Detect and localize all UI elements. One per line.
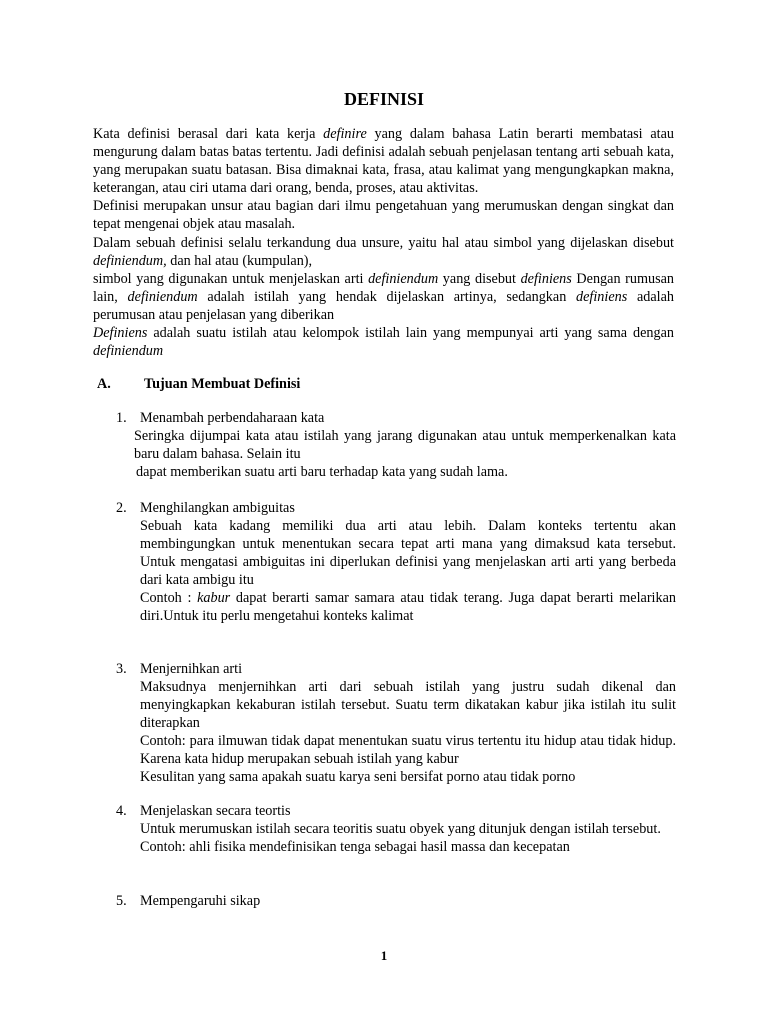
intro-paragraph-3	[93, 234, 674, 270]
list-item-number: 2.	[116, 500, 127, 516]
intro-text: yang disebut	[438, 270, 521, 287]
list-item-text: Maksudnya menjernihkan arti dari sebuah istilah yang justru sudah dikenal dan menyingkapkan kekaburan istilah tersebut. Suatu term dikatakan kabur jika istilah itu sulit diterapkan	[140, 679, 676, 731]
intro-text: adalah istilah yang hendak dijelaskan artinya, sedangkan	[197, 288, 577, 305]
list-item-title: Menghilangkan ambiguitas	[140, 500, 295, 516]
list-item-title-row	[116, 409, 676, 427]
intro-text: adalah perumusan atau penjelasan yang diberikan	[93, 288, 674, 323]
list-item-title: Menjernihkan arti	[140, 661, 243, 677]
page-number: 1	[380, 948, 388, 963]
intro-text: dan hal atau (kumpulan),	[166, 252, 313, 269]
list-item-text: Contoh: ahli fisika mendefinisikan tenga sebagai hasil massa dan kecepatan	[140, 839, 570, 855]
intro-text: adalah suatu istilah atau kelompok istilah lain yang mempunyai arti yang sama dengan	[147, 325, 674, 342]
intro-term: definiens	[520, 270, 572, 287]
intro-text: Dalam sebuah definisi selalu terkandung dua unsure, yaitu hal atau simbol yang dijelaskan disebut	[93, 234, 674, 251]
list-item-title-row	[116, 892, 676, 910]
list-item	[116, 802, 676, 856]
list-item	[116, 409, 676, 481]
list-item-number: 1.	[116, 410, 127, 426]
list-item-text: Untuk merumuskan istilah secara teoritis suatu obyek yang ditunjuk dengan istilah tersebut.	[140, 821, 661, 837]
list-item-number: 3.	[116, 661, 127, 677]
list-item-title-row	[116, 802, 676, 820]
list-item-number: 5.	[116, 893, 127, 909]
intro-term: definiens	[576, 288, 628, 305]
section-letter: A.	[97, 376, 111, 392]
list-item	[116, 892, 676, 910]
intro-paragraph-1	[93, 125, 674, 197]
intro-section	[93, 125, 674, 360]
intro-paragraph-5	[93, 324, 674, 360]
list-item-text: Seringka dijumpai kata atau istilah yang jarang digunakan atau untuk memperkenalkan kata baru dalam bahasa. Selain itu	[134, 428, 676, 462]
list-item	[116, 660, 676, 786]
list-item-text: Kesulitan yang sama apakah suatu karya seni bersifat porno atau tidak porno	[140, 769, 576, 785]
intro-term: definiendum	[368, 270, 439, 287]
intro-term: definiendum,	[93, 252, 167, 269]
example-term: kabur	[197, 590, 231, 606]
example-text: Contoh : kabur dapat berarti samar samara atau tidak terang. Juga dapat berarti melarikan diri.Untuk itu perlu mengetahui konteks kalimat	[140, 590, 676, 624]
page-title: DEFINISI	[343, 89, 425, 109]
intro-term: definiendum	[93, 343, 164, 360]
section-title: Tujuan Membuat Definisi	[144, 376, 301, 392]
intro-term: definire	[323, 126, 367, 142]
list-item-title-row	[116, 660, 676, 678]
intro-text: Kata definisi berasal dari kata kerja	[93, 126, 324, 142]
intro-term: definiendum	[127, 288, 198, 305]
intro-text: Dengan rumusan lain,	[93, 270, 675, 305]
list-item-title: Menambah perbendaharaan kata	[140, 410, 325, 426]
intro-text: simbol yang digunakan untuk menjelaskan arti	[93, 270, 369, 287]
list-item-example	[116, 589, 676, 625]
list-item-title: Menjelaskan secara teortis	[140, 803, 291, 819]
list-item-title: Mempengaruhi sikap	[140, 893, 261, 909]
section-heading	[97, 375, 300, 393]
intro-text: yang dalam bahasa Latin berarti membatasi atau mengurung dalam batas batas tertentu. Jadi definisi adalah sebuah penjelasan tentang arti sebuah kata, yang merupakan suatu batasan. Bisa dimaknai kata, frasa, atau kalimat yang mengungkapkan makna, keterangan, atau ciri utama dari orang, benda, proses, atau aktivitas.	[93, 126, 674, 197]
intro-paragraph-2	[93, 197, 674, 233]
list-item-text: Sebuah kata kadang memiliki dua arti atau lebih. Dalam konteks tertentu akan membingungkan untuk menentukan secara tepat arti mana yang dimaksud kata tersebut. Untuk mengatasi ambiguitas ini diperlukan definisi yang menjelaskan arti arti yang berbeda dari kata ambigu itu	[140, 518, 676, 588]
list-item-text: dapat memberikan suatu arti baru terhadap kata yang sudah lama.	[136, 464, 508, 480]
list-item	[116, 499, 676, 625]
intro-text: Definisi merupakan unsur atau bagian dari ilmu pengetahuan yang merumuskan dengan singkat dan tepat mengenai objek atau masalah.	[93, 198, 674, 233]
list-item-title-row	[116, 499, 676, 517]
list-item-number: 4.	[116, 803, 127, 819]
intro-paragraph-4	[93, 270, 674, 324]
list-item-text: Contoh: para ilmuwan tidak dapat menentukan suatu virus tertentu itu hidup atau tidak hidup. Karena kata hidup merupakan sebuah istilah yang kabur	[140, 733, 676, 767]
intro-term: Definiens	[93, 325, 148, 342]
